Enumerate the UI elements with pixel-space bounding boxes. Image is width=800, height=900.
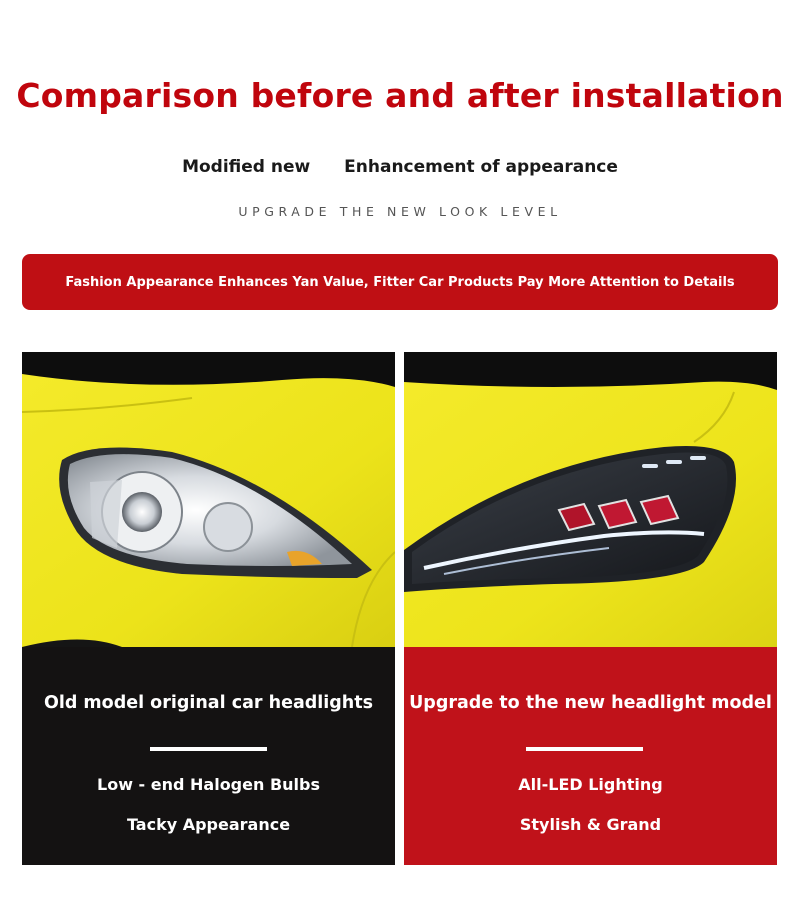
after-panel — [404, 647, 777, 865]
before-feature-1: Low - end Halogen Bulbs — [97, 775, 320, 794]
before-headlight-photo — [22, 352, 395, 647]
before-card — [22, 352, 395, 865]
before-panel — [22, 647, 395, 865]
after-divider — [526, 747, 643, 751]
after-title: Upgrade to the new headlight model — [409, 693, 772, 713]
before-divider — [150, 747, 267, 751]
subtitle-row — [0, 157, 800, 177]
after-card — [404, 352, 777, 865]
subtitle-modified: Modified new — [182, 157, 311, 177]
before-title: Old model original car headlights — [43, 693, 374, 713]
after-feature-1: All-LED Lighting — [518, 775, 663, 794]
red-banner — [22, 254, 778, 310]
after-feature-2: Stylish & Grand — [519, 815, 662, 834]
banner-text: Fashion Appearance Enhances Yan Value, Fitter Car Products Pay More Attention to Details — [65, 274, 735, 290]
page-title: Comparison before and after installation — [16, 76, 784, 115]
tagline: UPGRADE THE NEW LOOK LEVEL — [238, 204, 562, 219]
after-headlight-photo — [404, 352, 777, 647]
before-feature-2: Tacky Appearance — [126, 815, 291, 834]
subtitle-enhancement: Enhancement of appearance — [344, 157, 618, 177]
